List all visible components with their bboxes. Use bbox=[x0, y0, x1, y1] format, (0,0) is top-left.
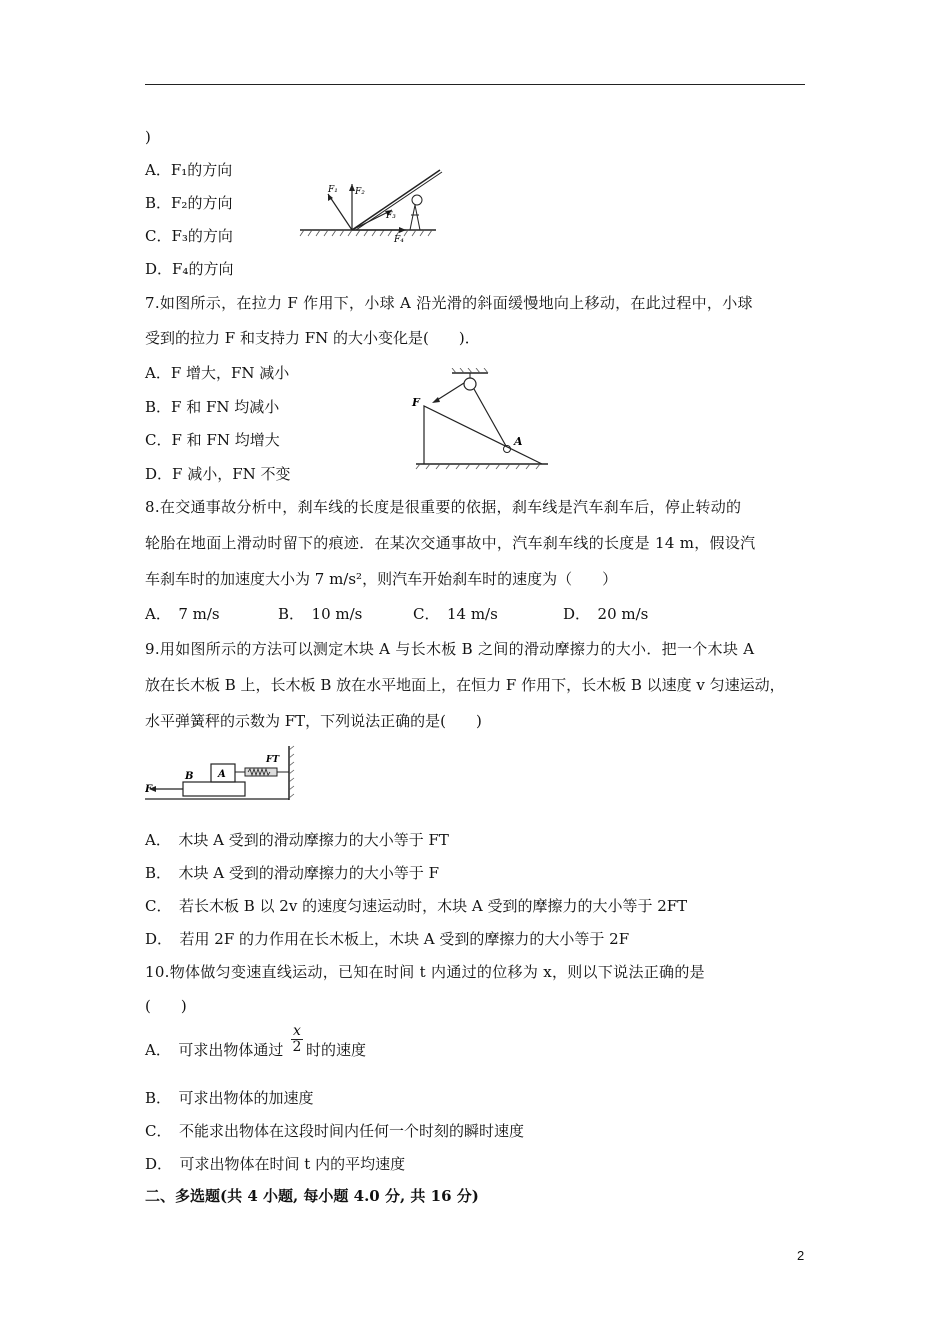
q10-option-c: C． 不能求出物体在这段时间内任何一个时刻的瞬时速度 bbox=[145, 1122, 524, 1140]
q9-stem-line3: 水平弹簧秤的示数为 FT，下列说法正确的是( ) bbox=[145, 712, 482, 730]
q8-stem-line1: 8.在交通事故分析中，刹车线的长度是很重要的依据，刹车线是汽车刹车后，停止转动的 bbox=[145, 498, 742, 516]
q8-option-b: B． 10 m/s bbox=[278, 605, 363, 623]
q10-stem-line2: ( ) bbox=[145, 997, 187, 1015]
q6-option-a: A．F₁的方向 bbox=[145, 161, 233, 179]
q8-option-d: D． 20 m/s bbox=[563, 605, 649, 623]
q8-stem-line2: 轮胎在地面上滑动时留下的痕迹．在某次交通事故中，汽车刹车线的长度是 14 m，假设汽 bbox=[145, 534, 756, 552]
q6-label-f4: F₄ bbox=[394, 235, 404, 245]
q6-option-d: D．F₄的方向 bbox=[145, 260, 234, 278]
q8-option-c: C． 14 m/s bbox=[413, 605, 498, 623]
q6-label-f3: F₃ bbox=[386, 211, 396, 221]
q6-option-b: B．F₂的方向 bbox=[145, 194, 233, 212]
q9-spring-diagram bbox=[145, 744, 300, 802]
q10-option-a-prefix: A． 可求出物体通过 bbox=[145, 1041, 284, 1059]
section-2-heading: 二、多选题(共 4 小题, 每小题 4.0 分, 共 16 分) bbox=[145, 1187, 479, 1205]
q6-label-f2: F₂ bbox=[355, 187, 365, 197]
q10-fraction bbox=[290, 1024, 304, 1055]
q9-label-ft: FT bbox=[266, 755, 280, 765]
q7-label-f: F bbox=[412, 396, 420, 409]
q10-fraction-numerator: x bbox=[293, 1023, 301, 1039]
q9-option-c: C． 若长木板 B 以 2v 的速度匀速运动时，木块 A 受到的摩擦力的大小等于 2FT bbox=[145, 897, 688, 915]
q7-stem-line1: 7.如图所示，在拉力 F 作用下，小球 A 沿光滑的斜面缓慢地向上移动，在此过程中，小球 bbox=[145, 294, 753, 312]
q7-label-a: A bbox=[514, 435, 523, 448]
q10-option-d: D． 可求出物体在时间 t 内的平均速度 bbox=[145, 1155, 406, 1173]
q9-option-d: D． 若用 2F 的力作用在长木板上，木块 A 受到的摩擦力的大小等于 2F bbox=[145, 930, 630, 948]
q6-label-f1: F₁ bbox=[328, 185, 338, 195]
q8-stem-line3: 车刹车时的加速度大小为 7 m/s²，则汽车开始刹车时的速度为（ ） bbox=[145, 570, 618, 588]
q9-label-a: A bbox=[218, 769, 226, 780]
q7-option-c: C．F 和 FN 均增大 bbox=[145, 431, 280, 449]
q6-tail: ) bbox=[145, 128, 151, 146]
page-number: 2 bbox=[797, 1248, 805, 1263]
q8-option-a: A． 7 m/s bbox=[145, 605, 220, 623]
q9-label-b: B bbox=[185, 771, 194, 782]
q10-option-b: B． 可求出物体的加速度 bbox=[145, 1089, 314, 1107]
q7-option-b: B．F 和 FN 均减小 bbox=[145, 398, 280, 416]
q9-option-a: A． 木块 A 受到的滑动摩擦力的大小等于 FT bbox=[145, 831, 449, 849]
q7-incline-diagram bbox=[410, 368, 550, 470]
q9-option-b: B． 木块 A 受到的滑动摩擦力的大小等于 F bbox=[145, 864, 440, 882]
q7-option-a: A．F 增大，FN 减小 bbox=[145, 364, 290, 382]
q9-stem-line1: 9.用如图所示的方法可以测定木块 A 与长木板 B 之间的滑动摩擦力的大小．把一个木块 A bbox=[145, 640, 755, 658]
q9-stem-line2: 放在长木板 B 上，长木板 B 放在水平地面上，在恒力 F 作用下，长木板 B 以速度 v 匀速运动， bbox=[145, 676, 785, 694]
q9-label-f: F bbox=[145, 784, 153, 795]
q10-stem-line1: 10.物体做匀变速直线运动，已知在时间 t 内通过的位移为 x，则以下说法正确的是 bbox=[145, 963, 705, 981]
q6-force-diagram bbox=[298, 160, 448, 250]
header-rule bbox=[145, 84, 805, 85]
q10-option-a-suffix: 时的速度 bbox=[306, 1041, 367, 1059]
q10-fraction-denominator: 2 bbox=[292, 1039, 302, 1055]
q7-stem-line2: 受到的拉力 F 和支持力 FN 的大小变化是( )． bbox=[145, 329, 480, 347]
q7-option-d: D．F 减小，FN 不变 bbox=[145, 465, 291, 483]
q6-option-c: C．F₃的方向 bbox=[145, 227, 233, 245]
